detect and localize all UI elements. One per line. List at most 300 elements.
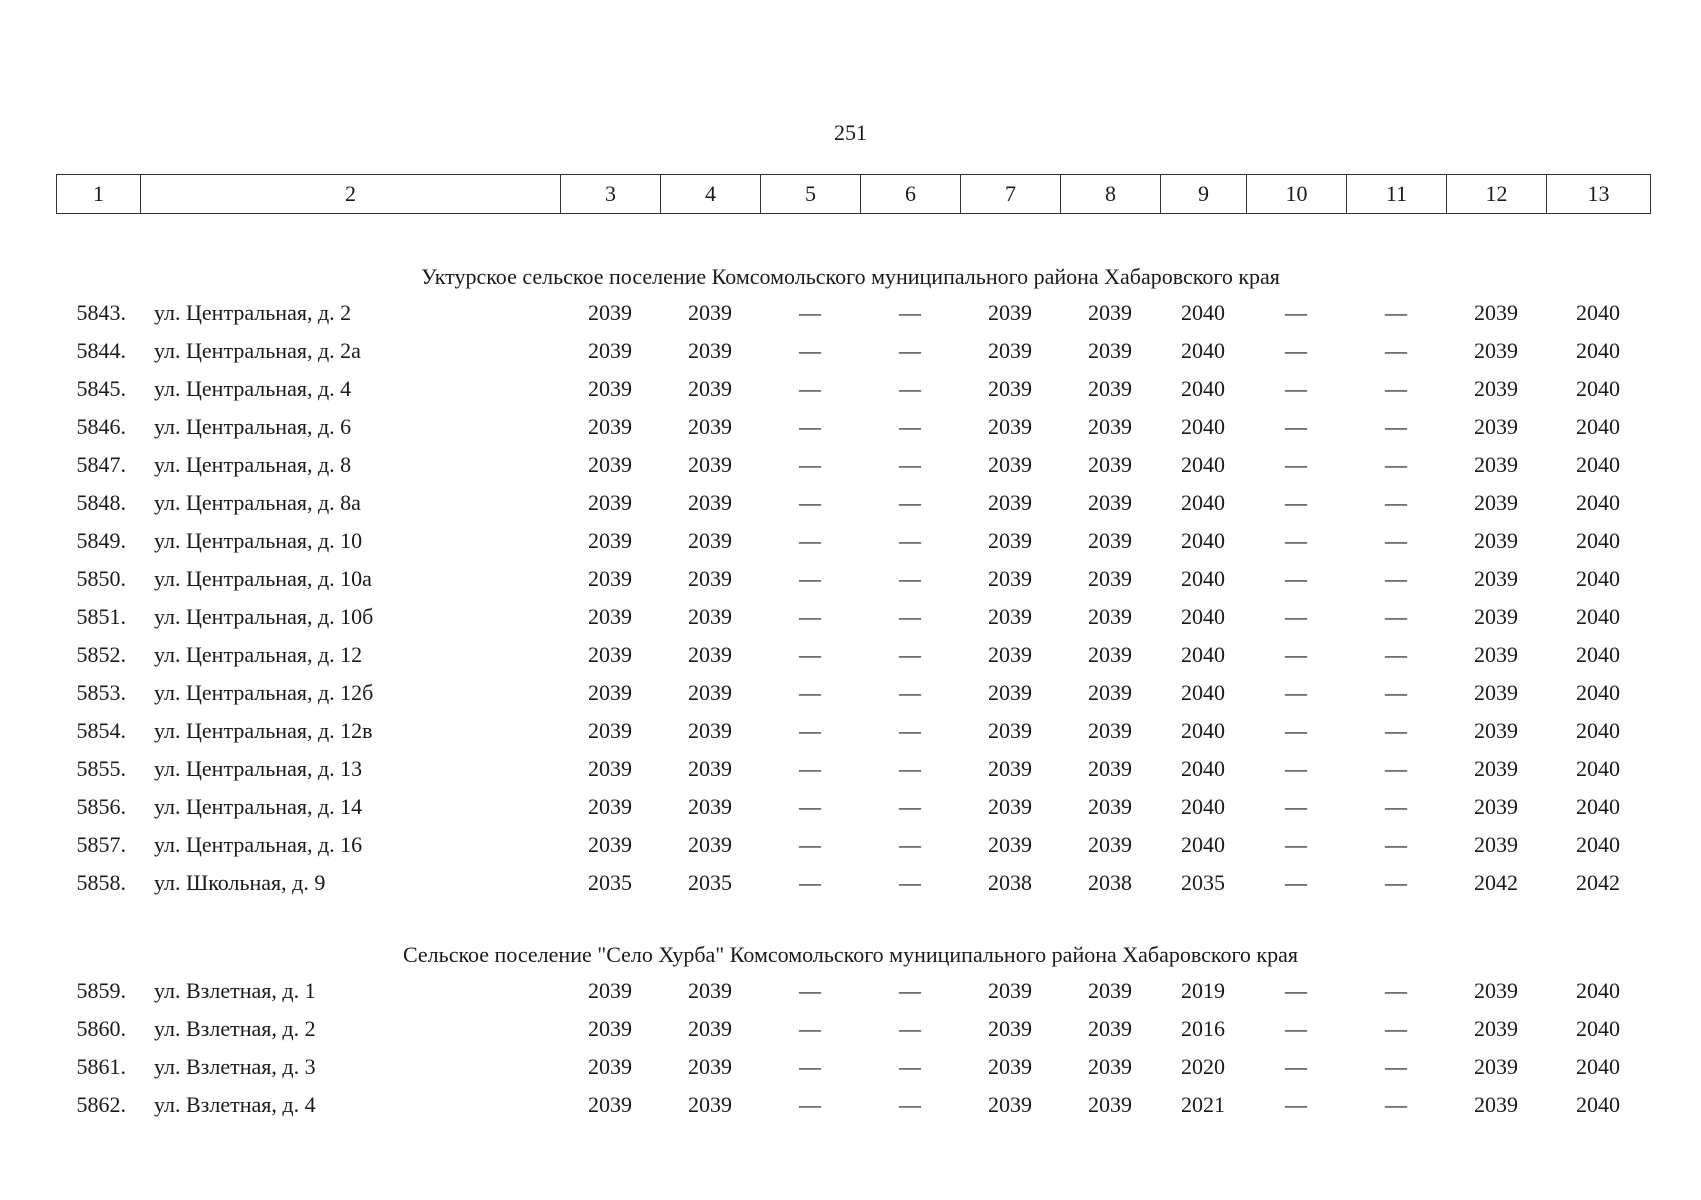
value-cell: 2039 bbox=[688, 1054, 732, 1079]
value-cell: 2040 bbox=[1181, 604, 1225, 629]
value-cell: 2039 bbox=[688, 1092, 732, 1117]
value-cell: 2040 bbox=[1181, 832, 1225, 857]
value-cell: 2039 bbox=[588, 642, 632, 667]
row-number: 5856. bbox=[76, 794, 126, 819]
column-header: 11 bbox=[1347, 175, 1447, 214]
value-cell: 2039 bbox=[1474, 414, 1518, 439]
row-number: 5850. bbox=[76, 566, 126, 591]
value-cell: 2040 bbox=[1576, 528, 1620, 553]
value-cell: 2039 bbox=[588, 680, 632, 705]
value-cell: 2039 bbox=[1088, 978, 1132, 1003]
row-number: 5848. bbox=[76, 490, 126, 515]
value-cell: 2039 bbox=[1474, 452, 1518, 477]
value-cell: — bbox=[799, 1054, 821, 1079]
value-cell: 2039 bbox=[588, 338, 632, 363]
row-number: 5843. bbox=[76, 300, 126, 325]
value-cell: 2039 bbox=[1088, 680, 1132, 705]
row-number: 5861. bbox=[76, 1054, 126, 1079]
value-cell: — bbox=[1285, 794, 1307, 819]
value-cell: — bbox=[799, 452, 821, 477]
value-cell: — bbox=[1385, 452, 1407, 477]
value-cell: 2039 bbox=[1474, 978, 1518, 1003]
value-cell: 2039 bbox=[588, 1016, 632, 1041]
value-cell: — bbox=[1285, 1092, 1307, 1117]
address-cell: ул. Центральная, д. 4 bbox=[154, 376, 352, 401]
section-table bbox=[56, 294, 1650, 902]
address-cell: ул. Центральная, д. 12 bbox=[154, 642, 363, 667]
value-cell: — bbox=[1385, 300, 1407, 325]
value-cell: 2039 bbox=[688, 756, 732, 781]
table-row bbox=[56, 636, 1650, 674]
value-cell: 2040 bbox=[1181, 642, 1225, 667]
row-number: 5858. bbox=[76, 870, 126, 895]
value-cell: — bbox=[799, 870, 821, 895]
value-cell: — bbox=[1385, 718, 1407, 743]
value-cell: — bbox=[899, 756, 921, 781]
column-header: 10 bbox=[1247, 175, 1347, 214]
value-cell: 2040 bbox=[1576, 490, 1620, 515]
address-cell: ул. Центральная, д. 14 bbox=[154, 794, 363, 819]
column-header: 13 bbox=[1547, 175, 1651, 214]
row-number: 5854. bbox=[76, 718, 126, 743]
value-cell: 2039 bbox=[688, 832, 732, 857]
value-cell: 2039 bbox=[1088, 794, 1132, 819]
value-cell: 2039 bbox=[988, 756, 1032, 781]
address-cell: ул. Центральная, д. 8а bbox=[154, 490, 361, 515]
value-cell: — bbox=[1385, 978, 1407, 1003]
value-cell: 2040 bbox=[1181, 414, 1225, 439]
address-cell: ул. Центральная, д. 10а bbox=[154, 566, 372, 591]
value-cell: 2040 bbox=[1181, 300, 1225, 325]
value-cell: 2039 bbox=[1088, 452, 1132, 477]
value-cell: — bbox=[799, 376, 821, 401]
value-cell: 2039 bbox=[988, 452, 1032, 477]
row-number: 5859. bbox=[76, 978, 126, 1003]
value-cell: 2040 bbox=[1576, 1016, 1620, 1041]
value-cell: 2040 bbox=[1181, 528, 1225, 553]
value-cell: 2040 bbox=[1181, 718, 1225, 743]
value-cell: 2039 bbox=[1088, 718, 1132, 743]
value-cell: 2019 bbox=[1181, 978, 1225, 1003]
value-cell: — bbox=[1385, 566, 1407, 591]
value-cell: 2039 bbox=[1088, 566, 1132, 591]
column-header: 2 bbox=[141, 175, 561, 214]
table-row bbox=[56, 788, 1650, 826]
column-header: 12 bbox=[1447, 175, 1547, 214]
table-row bbox=[56, 712, 1650, 750]
value-cell: 2039 bbox=[988, 490, 1032, 515]
value-cell: 2039 bbox=[588, 566, 632, 591]
value-cell: 2039 bbox=[1088, 642, 1132, 667]
value-cell: 2040 bbox=[1576, 642, 1620, 667]
value-cell: 2039 bbox=[688, 566, 732, 591]
value-cell: 2040 bbox=[1576, 452, 1620, 477]
column-header: 4 bbox=[661, 175, 761, 214]
value-cell: 2042 bbox=[1576, 870, 1620, 895]
value-cell: 2039 bbox=[988, 1054, 1032, 1079]
value-cell: 2039 bbox=[1474, 490, 1518, 515]
value-cell: 2039 bbox=[588, 300, 632, 325]
table-row bbox=[56, 560, 1650, 598]
value-cell: 2040 bbox=[1576, 680, 1620, 705]
address-cell: ул. Центральная, д. 16 bbox=[154, 832, 363, 857]
value-cell: — bbox=[799, 1016, 821, 1041]
value-cell: 2039 bbox=[988, 604, 1032, 629]
value-cell: 2039 bbox=[1474, 528, 1518, 553]
value-cell: 2040 bbox=[1181, 566, 1225, 591]
value-cell: 2039 bbox=[988, 680, 1032, 705]
column-header: 8 bbox=[1061, 175, 1161, 214]
value-cell: — bbox=[1285, 490, 1307, 515]
value-cell: — bbox=[1285, 642, 1307, 667]
value-cell: — bbox=[1285, 1054, 1307, 1079]
row-number: 5844. bbox=[76, 338, 126, 363]
value-cell: — bbox=[799, 794, 821, 819]
row-number: 5862. bbox=[76, 1092, 126, 1117]
value-cell: — bbox=[899, 870, 921, 895]
address-cell: ул. Взлетная, д. 4 bbox=[154, 1092, 316, 1117]
value-cell: 2039 bbox=[1088, 604, 1132, 629]
value-cell: 2039 bbox=[588, 978, 632, 1003]
value-cell: — bbox=[799, 1092, 821, 1117]
column-header-table bbox=[56, 174, 1651, 214]
value-cell: — bbox=[1285, 300, 1307, 325]
value-cell: 2039 bbox=[688, 338, 732, 363]
column-header: 3 bbox=[561, 175, 661, 214]
value-cell: — bbox=[1385, 1054, 1407, 1079]
value-cell: 2040 bbox=[1576, 832, 1620, 857]
value-cell: 2039 bbox=[1088, 528, 1132, 553]
value-cell: 2039 bbox=[988, 338, 1032, 363]
column-header: 9 bbox=[1161, 175, 1247, 214]
table-row bbox=[56, 484, 1650, 522]
value-cell: 2039 bbox=[1474, 718, 1518, 743]
value-cell: 2040 bbox=[1576, 414, 1620, 439]
value-cell: 2035 bbox=[1181, 870, 1225, 895]
value-cell: 2016 bbox=[1181, 1016, 1225, 1041]
table-row bbox=[56, 864, 1650, 902]
value-cell: 2039 bbox=[688, 718, 732, 743]
table-row bbox=[56, 294, 1650, 332]
value-cell: 2040 bbox=[1181, 680, 1225, 705]
value-cell: 2039 bbox=[1474, 680, 1518, 705]
value-cell: 2040 bbox=[1576, 338, 1620, 363]
value-cell: — bbox=[1385, 1092, 1407, 1117]
value-cell: 2040 bbox=[1181, 376, 1225, 401]
value-cell: 2039 bbox=[688, 490, 732, 515]
value-cell: 2039 bbox=[988, 1016, 1032, 1041]
value-cell: 2039 bbox=[988, 642, 1032, 667]
value-cell: — bbox=[899, 338, 921, 363]
value-cell: — bbox=[899, 794, 921, 819]
value-cell: 2039 bbox=[1088, 1054, 1132, 1079]
value-cell: 2040 bbox=[1576, 376, 1620, 401]
value-cell: 2039 bbox=[588, 1092, 632, 1117]
value-cell: — bbox=[899, 642, 921, 667]
value-cell: 2040 bbox=[1576, 566, 1620, 591]
value-cell: — bbox=[1385, 680, 1407, 705]
row-number: 5846. bbox=[76, 414, 126, 439]
value-cell: 2039 bbox=[1474, 566, 1518, 591]
address-cell: ул. Центральная, д. 6 bbox=[154, 414, 352, 439]
value-cell: 2040 bbox=[1181, 338, 1225, 363]
address-cell: ул. Центральная, д. 12в bbox=[154, 718, 373, 743]
address-cell: ул. Центральная, д. 10б bbox=[154, 604, 374, 629]
table-row bbox=[56, 1010, 1650, 1048]
table-row bbox=[56, 408, 1650, 446]
value-cell: 2039 bbox=[688, 978, 732, 1003]
row-number: 5855. bbox=[76, 756, 126, 781]
table-row bbox=[56, 370, 1650, 408]
address-cell: ул. Центральная, д. 12б bbox=[154, 680, 374, 705]
value-cell: — bbox=[899, 1054, 921, 1079]
address-cell: ул. Взлетная, д. 3 bbox=[154, 1054, 316, 1079]
row-number: 5853. bbox=[76, 680, 126, 705]
value-cell: 2038 bbox=[988, 870, 1032, 895]
value-cell: 2021 bbox=[1181, 1092, 1225, 1117]
value-cell: — bbox=[899, 604, 921, 629]
value-cell: 2040 bbox=[1576, 718, 1620, 743]
value-cell: — bbox=[899, 1016, 921, 1041]
value-cell: — bbox=[1385, 376, 1407, 401]
value-cell: — bbox=[1385, 870, 1407, 895]
value-cell: 2039 bbox=[588, 832, 632, 857]
row-number: 5845. bbox=[76, 376, 126, 401]
value-cell: 2039 bbox=[1474, 338, 1518, 363]
value-cell: — bbox=[899, 718, 921, 743]
value-cell: — bbox=[1285, 414, 1307, 439]
value-cell: 2039 bbox=[588, 490, 632, 515]
address-cell: ул. Центральная, д. 2а bbox=[154, 338, 361, 363]
value-cell: 2039 bbox=[988, 300, 1032, 325]
page-number: 251 bbox=[834, 120, 867, 145]
value-cell: — bbox=[899, 414, 921, 439]
value-cell: 2042 bbox=[1474, 870, 1518, 895]
column-header: 5 bbox=[761, 175, 861, 214]
value-cell: 2039 bbox=[988, 528, 1032, 553]
value-cell: 2039 bbox=[588, 528, 632, 553]
value-cell: — bbox=[1385, 604, 1407, 629]
value-cell: 2039 bbox=[1474, 1016, 1518, 1041]
value-cell: — bbox=[1385, 1016, 1407, 1041]
value-cell: — bbox=[799, 680, 821, 705]
value-cell: 2039 bbox=[588, 604, 632, 629]
table-row bbox=[56, 750, 1650, 788]
table-row bbox=[56, 1086, 1650, 1124]
value-cell: 2040 bbox=[1576, 1092, 1620, 1117]
row-number: 5851. bbox=[76, 604, 126, 629]
value-cell: 2039 bbox=[588, 414, 632, 439]
value-cell: — bbox=[1285, 718, 1307, 743]
value-cell: 2039 bbox=[688, 528, 732, 553]
value-cell: 2039 bbox=[1474, 1054, 1518, 1079]
value-cell: — bbox=[1385, 414, 1407, 439]
value-cell: 2039 bbox=[988, 1092, 1032, 1117]
value-cell: 2039 bbox=[1088, 1016, 1132, 1041]
value-cell: 2035 bbox=[688, 870, 732, 895]
value-cell: — bbox=[1385, 756, 1407, 781]
value-cell: 2039 bbox=[1474, 832, 1518, 857]
value-cell: 2039 bbox=[1088, 414, 1132, 439]
section-table bbox=[56, 972, 1650, 1124]
column-header: 7 bbox=[961, 175, 1061, 214]
value-cell: 2039 bbox=[988, 832, 1032, 857]
value-cell: 2039 bbox=[1088, 490, 1132, 515]
address-cell: ул. Центральная, д. 13 bbox=[154, 756, 363, 781]
value-cell: 2039 bbox=[588, 1054, 632, 1079]
address-cell: ул. Центральная, д. 10 bbox=[154, 528, 363, 553]
value-cell: — bbox=[799, 756, 821, 781]
value-cell: — bbox=[1385, 490, 1407, 515]
value-cell: 2040 bbox=[1576, 300, 1620, 325]
section-title: Сельское поселение "Село Хурба" Комсомольского муниципального района Хабаровского края bbox=[402, 942, 1299, 967]
table-row bbox=[56, 522, 1650, 560]
value-cell: 2040 bbox=[1576, 1054, 1620, 1079]
value-cell: 2039 bbox=[1474, 642, 1518, 667]
value-cell: — bbox=[799, 566, 821, 591]
table-row bbox=[56, 1048, 1650, 1086]
value-cell: 2039 bbox=[1088, 300, 1132, 325]
value-cell: — bbox=[1385, 832, 1407, 857]
row-number: 5860. bbox=[76, 1016, 126, 1041]
value-cell: — bbox=[1385, 794, 1407, 819]
value-cell: 2039 bbox=[688, 300, 732, 325]
value-cell: 2039 bbox=[588, 756, 632, 781]
value-cell: 2039 bbox=[688, 794, 732, 819]
value-cell: — bbox=[1285, 376, 1307, 401]
value-cell: 2039 bbox=[988, 376, 1032, 401]
value-cell: — bbox=[799, 978, 821, 1003]
value-cell: — bbox=[1385, 338, 1407, 363]
table-row bbox=[56, 674, 1650, 712]
value-cell: 2039 bbox=[588, 718, 632, 743]
value-cell: — bbox=[1285, 680, 1307, 705]
value-cell: — bbox=[799, 300, 821, 325]
value-cell: — bbox=[799, 490, 821, 515]
value-cell: 2039 bbox=[688, 604, 732, 629]
value-cell: — bbox=[899, 376, 921, 401]
value-cell: 2040 bbox=[1576, 604, 1620, 629]
value-cell: 2039 bbox=[688, 1016, 732, 1041]
value-cell: 2039 bbox=[1088, 832, 1132, 857]
value-cell: 2039 bbox=[588, 376, 632, 401]
row-number: 5857. bbox=[76, 832, 126, 857]
value-cell: 2039 bbox=[988, 718, 1032, 743]
value-cell: 2039 bbox=[1474, 794, 1518, 819]
value-cell: 2039 bbox=[988, 978, 1032, 1003]
value-cell: — bbox=[1285, 756, 1307, 781]
value-cell: 2040 bbox=[1181, 794, 1225, 819]
value-cell: 2039 bbox=[588, 794, 632, 819]
value-cell: 2040 bbox=[1181, 490, 1225, 515]
column-header: 1 bbox=[57, 175, 141, 214]
value-cell: 2039 bbox=[1474, 1092, 1518, 1117]
value-cell: — bbox=[799, 414, 821, 439]
table-row bbox=[56, 598, 1650, 636]
value-cell: 2040 bbox=[1576, 794, 1620, 819]
column-header: 6 bbox=[861, 175, 961, 214]
value-cell: 2038 bbox=[1088, 870, 1132, 895]
address-cell: ул. Центральная, д. 2 bbox=[154, 300, 352, 325]
value-cell: — bbox=[899, 566, 921, 591]
value-cell: — bbox=[799, 718, 821, 743]
value-cell: — bbox=[899, 300, 921, 325]
address-cell: ул. Центральная, д. 8 bbox=[154, 452, 352, 477]
value-cell: 2039 bbox=[1474, 756, 1518, 781]
section-title: Уктурское сельское поселение Комсомольского муниципального района Хабаровского края bbox=[421, 264, 1280, 289]
value-cell: 2039 bbox=[688, 452, 732, 477]
value-cell: — bbox=[899, 832, 921, 857]
value-cell: 2035 bbox=[588, 870, 632, 895]
value-cell: 2039 bbox=[688, 680, 732, 705]
address-cell: ул. Школьная, д. 9 bbox=[154, 870, 326, 895]
value-cell: — bbox=[899, 1092, 921, 1117]
value-cell: 2039 bbox=[588, 452, 632, 477]
value-cell: 2040 bbox=[1181, 756, 1225, 781]
value-cell: — bbox=[899, 680, 921, 705]
value-cell: 2040 bbox=[1576, 756, 1620, 781]
value-cell: 2039 bbox=[988, 566, 1032, 591]
value-cell: — bbox=[899, 490, 921, 515]
value-cell: — bbox=[799, 642, 821, 667]
value-cell: 2040 bbox=[1576, 978, 1620, 1003]
value-cell: — bbox=[899, 528, 921, 553]
value-cell: — bbox=[1285, 338, 1307, 363]
value-cell: 2040 bbox=[1181, 452, 1225, 477]
table-row bbox=[56, 446, 1650, 484]
value-cell: 2039 bbox=[688, 414, 732, 439]
row-number: 5852. bbox=[76, 642, 126, 667]
value-cell: — bbox=[799, 528, 821, 553]
value-cell: 2039 bbox=[1088, 756, 1132, 781]
value-cell: 2039 bbox=[1474, 376, 1518, 401]
table-row bbox=[56, 972, 1650, 1010]
value-cell: — bbox=[899, 978, 921, 1003]
value-cell: — bbox=[799, 604, 821, 629]
value-cell: — bbox=[799, 832, 821, 857]
value-cell: — bbox=[1285, 452, 1307, 477]
value-cell: — bbox=[1385, 528, 1407, 553]
value-cell: — bbox=[1385, 642, 1407, 667]
value-cell: 2039 bbox=[1088, 338, 1132, 363]
value-cell: 2039 bbox=[988, 794, 1032, 819]
row-number: 5849. bbox=[76, 528, 126, 553]
table-row bbox=[56, 826, 1650, 864]
value-cell: — bbox=[1285, 978, 1307, 1003]
value-cell: — bbox=[1285, 566, 1307, 591]
address-cell: ул. Взлетная, д. 2 bbox=[154, 1016, 316, 1041]
row-number: 5847. bbox=[76, 452, 126, 477]
value-cell: 2039 bbox=[1474, 300, 1518, 325]
value-cell: — bbox=[1285, 528, 1307, 553]
value-cell: 2039 bbox=[688, 642, 732, 667]
value-cell: — bbox=[1285, 604, 1307, 629]
value-cell: — bbox=[1285, 1016, 1307, 1041]
value-cell: — bbox=[799, 338, 821, 363]
value-cell: — bbox=[1285, 832, 1307, 857]
value-cell: 2039 bbox=[1474, 604, 1518, 629]
table-row bbox=[56, 332, 1650, 370]
value-cell: 2039 bbox=[688, 376, 732, 401]
value-cell: 2039 bbox=[1088, 376, 1132, 401]
value-cell: — bbox=[1285, 870, 1307, 895]
value-cell: 2020 bbox=[1181, 1054, 1225, 1079]
address-cell: ул. Взлетная, д. 1 bbox=[154, 978, 316, 1003]
value-cell: — bbox=[899, 452, 921, 477]
header-row bbox=[57, 175, 1651, 214]
value-cell: 2039 bbox=[1088, 1092, 1132, 1117]
value-cell: 2039 bbox=[988, 414, 1032, 439]
